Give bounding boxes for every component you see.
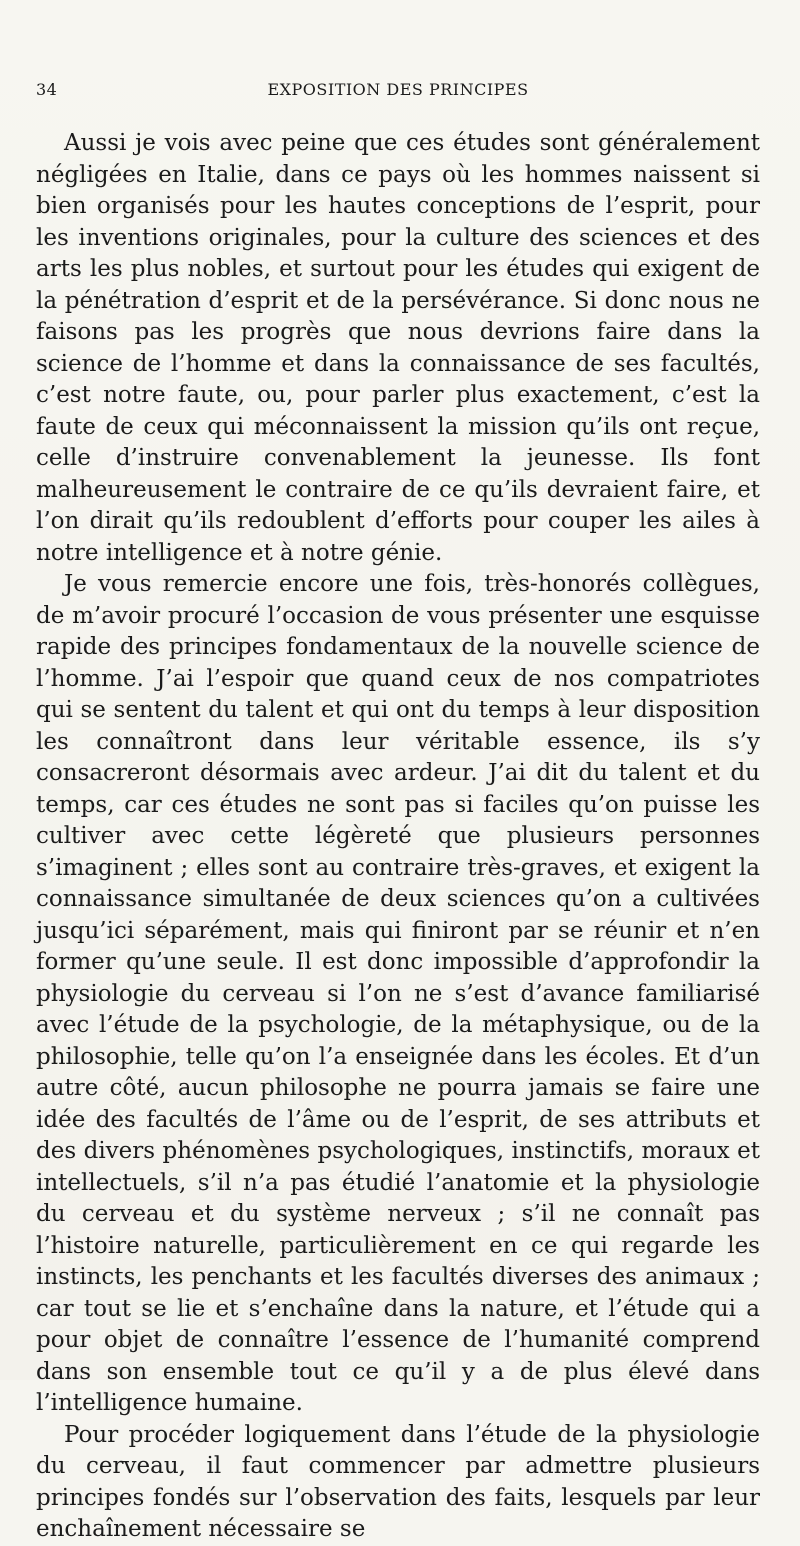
paragraph: Aussi je vois avec peine que ces études sont généralement négligées en Italie, dans ce pays où les hommes naissent si bien organisés pour les hautes conceptions de l’esprit, pour les inventions originales, pour la culture des sciences et des arts les plus nobles, et surtout pour les études qui exigent de la pénétration d’esprit et de la persévérance. Si donc nous ne faisons pas les progrès que nous devrions faire dans la science de l’homme et dans la connaissance de ses facultés, c’est notre faute, ou, pour parler plus exactement, c’est la faute de ceux qui méconnaissent la mission qu’ils ont reçue, celle d’instruire convenablement la jeunesse. Ils font malheureusement le contraire de ce qu’ils devraient faire, et l’on dirait qu’ils redoublent d’efforts pour couper les ailes à notre intelligence et à notre génie. (36, 130, 760, 566)
paragraph: Pour procéder logiquement dans l’étude de la physiologie du cerveau, il faut commencer par admettre plusieurs principes fondés sur l’observation des faits, lesquels par leur enchaînement nécessaire se (36, 1421, 760, 1542)
page-body (36, 128, 760, 1546)
page-number: 34 (36, 80, 58, 99)
running-head (36, 0, 760, 99)
running-title: EXPOSITION DES PRINCIPES (267, 80, 529, 99)
paragraph: Je vous remercie encore une fois, très-honorés collègues, de m’avoir procuré l’occasion de vous présenter une esquisse rapide des principes fondamentaux de la nouvelle science de l’homme. J’ai l’espoir que quand ceux de nos compatriotes qui se sentent du talent et qui ont du temps à leur disposition les connaîtront dans leur véritable essence, ils s’y consacreront désormais avec ardeur. J’ai dit du talent et du temps, car ces études ne sont pas si faciles qu’on puisse les cultiver avec cette légèreté que plusieurs personnes s’imaginent ; elles sont au contraire très-graves, et exigent la connaissance simultanée de deux sciences qu’on a cultivées jusqu’ici séparément, mais qui finiront par se réunir et n’en former qu’une seule. Il est donc impossible d’approfondir la physiologie du cerveau si l’on ne s’est d’avance familiarisé avec l’étude de la psychologie, de la métaphysique, ou de la philosophie, telle qu’on l’a enseignée dans les écoles. Et d’un autre côté, aucun philosophe ne pourra jamais se faire une idée des facultés de l’âme ou de l’esprit, de ses attributs et des divers phénomènes psychologiques, instinctifs, moraux et intellectuels, s’il n’a pas étudié l’anatomie et la physiologie du cerveau et du système nerveux ; s’il ne connaît pas l’histoire naturelle, particulièrement en ce qui regarde les instincts, les penchants et les facultés diverses des animaux ; car tout se lie et s’enchaîne dans la nature, et l’étude qui a pour objet de connaître l’essence de l’humanité comprend dans son ensemble tout ce qu’il y a de plus élevé dans l’intelligence humaine. (36, 571, 760, 1416)
